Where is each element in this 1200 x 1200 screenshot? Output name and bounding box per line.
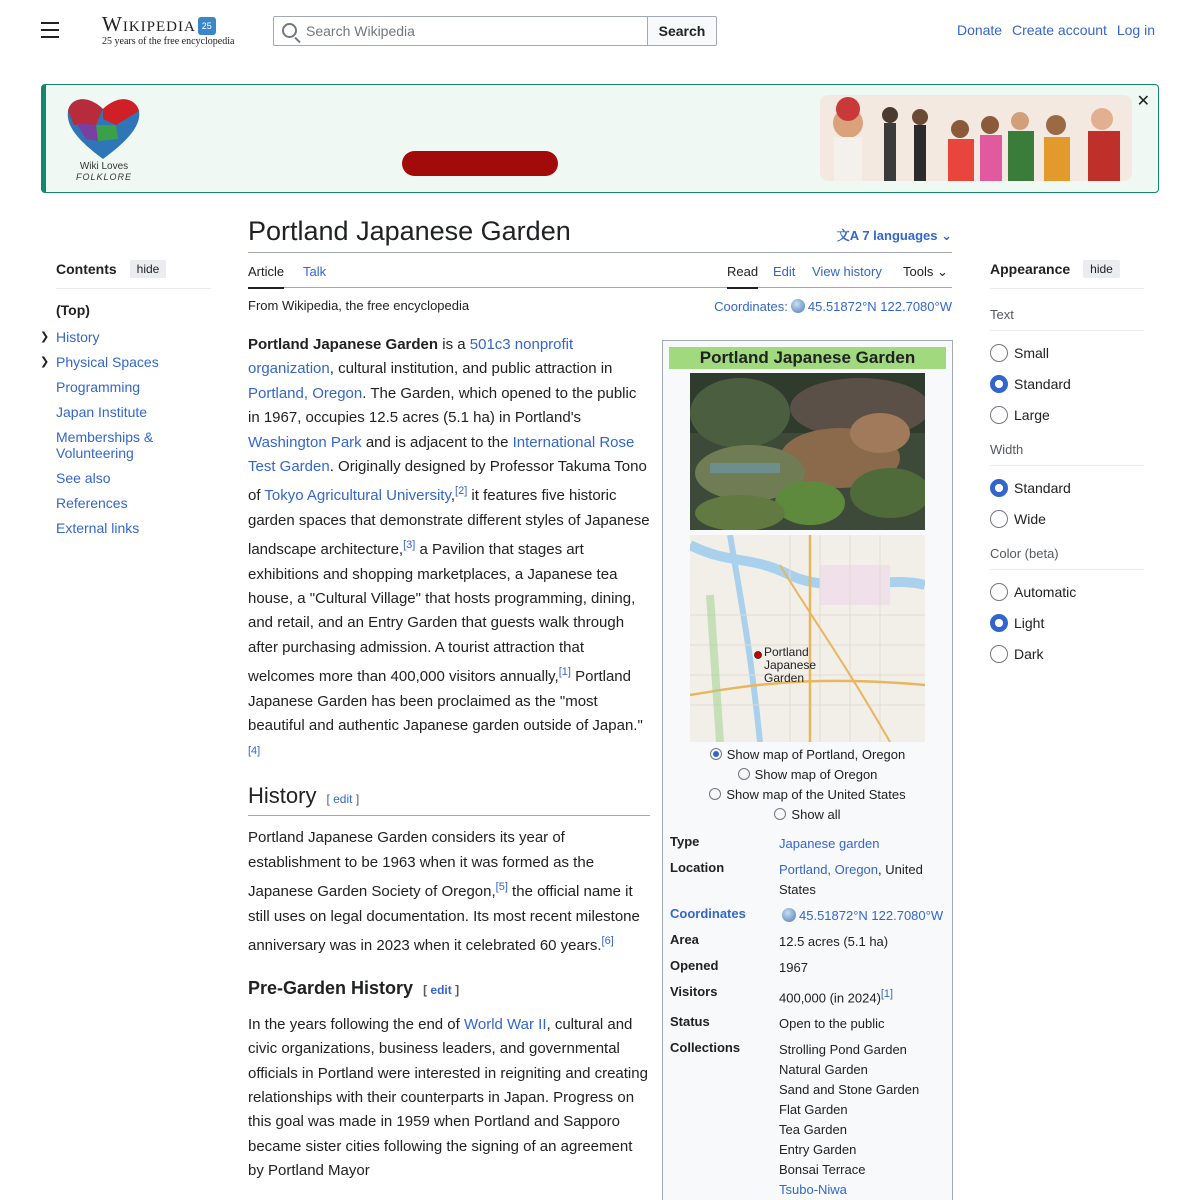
appearance-panel (990, 260, 1144, 663)
appearance-hide-button[interactable]: hide (1083, 260, 1120, 278)
citation-link[interactable]: [5] (495, 881, 508, 894)
toc-item-references[interactable] (56, 495, 211, 511)
radio-icon[interactable] (990, 406, 1008, 424)
location-link[interactable]: Portland, Oregon (779, 862, 879, 877)
radio-icon[interactable] (990, 645, 1008, 663)
infobox-row (669, 929, 946, 955)
option-label: Standard (1014, 376, 1071, 392)
toc-item-memberships[interactable] (56, 429, 211, 461)
tab-view-history[interactable]: View history (812, 264, 882, 279)
row-label: Opened (670, 958, 719, 973)
wikipedia-logo[interactable] (102, 12, 237, 47)
text-size-label: Text (990, 307, 1144, 331)
garden-photo[interactable] (690, 373, 925, 530)
appearance-heading: Appearance (990, 261, 1071, 277)
nonprofit-link[interactable]: 501c3 nonprofit organization (248, 336, 574, 378)
globe-icon[interactable] (782, 908, 796, 922)
edit-link[interactable]: edit (333, 791, 353, 806)
page-tabs (248, 262, 952, 288)
row-label: Location (670, 860, 725, 875)
infobox (662, 340, 953, 1200)
translate-icon: 文A (836, 228, 859, 243)
text: , (450, 487, 456, 505)
collection-item: Flat Garden (779, 1102, 848, 1118)
create-account-link[interactable]: Create account (1012, 22, 1107, 38)
radio-icon[interactable] (990, 479, 1008, 497)
world-war-ii-link[interactable]: World War II (463, 1015, 547, 1033)
globe-icon[interactable] (791, 299, 805, 313)
site-subtitle: From Wikipedia, the free encyclopedia (248, 298, 470, 313)
search-icon (282, 23, 297, 38)
citation-link[interactable]: [1] (558, 666, 571, 679)
infobox-row (669, 1011, 946, 1037)
map-label-line2: Japanese (764, 658, 817, 672)
edit-link[interactable]: edit (430, 983, 452, 998)
donate-link[interactable]: Donate (956, 22, 1003, 38)
tab-edit[interactable]: Edit (773, 264, 796, 279)
text: Portland Japanese Garden considers its year of establishment to be 1963 when it was formed as the Japanese Garden Society of Oregon, (248, 829, 595, 901)
radio-icon[interactable] (990, 510, 1008, 528)
color-option-dark[interactable] (990, 645, 1144, 663)
banner-logo-line1: Wiki Loves (79, 161, 129, 172)
toc-item-label[interactable]: Japan Institute (56, 404, 148, 420)
banner-logo-line2: FOLKLORE (75, 172, 132, 182)
row-value: Open to the public (779, 1016, 885, 1032)
toc-item-see-also[interactable] (56, 470, 211, 486)
color-label: Color (beta) (990, 546, 1144, 570)
rose-test-garden-link[interactable]: International Rose Test Garden (248, 433, 635, 476)
option-label: Automatic (1014, 584, 1077, 600)
width-option-standard[interactable] (990, 479, 1144, 497)
text: . Originally designed by Professor Takuma Tono of (248, 458, 647, 505)
citation-link[interactable]: [4] (248, 744, 261, 757)
intro-paragraph (248, 333, 650, 768)
campaign-banner (41, 84, 1159, 193)
text: a Pavilion that stages art exhibitions and shopping marketplaces, a Japanese tea house, a "Cultural Village" that hosts programming, dining, and retail, and an Entry Garden that guests walk through after purchasing admission. A tourist attraction that welcomes more than 400,000 visitors annually, (248, 541, 636, 686)
search-input[interactable] (306, 21, 636, 41)
toc-list (40, 302, 211, 536)
toc-item-label[interactable]: History (56, 329, 100, 345)
coordinates-link[interactable]: 45.51872°N 122.7080°W (799, 908, 944, 923)
option-label: Dark (1014, 646, 1044, 662)
pre-garden-heading (248, 976, 650, 1002)
map-option-label: Show map of the United States (726, 787, 906, 802)
text: the official name it still uses on legal documentation. Its most recent milestone anniversary was in 2023 when it celebrated 60 years. (248, 883, 640, 954)
tab-talk[interactable]: Talk (303, 264, 327, 279)
map-option-portland[interactable] (669, 745, 946, 765)
toc-item-label[interactable]: Programming (56, 379, 141, 395)
toc-hide-button[interactable]: hide (130, 260, 167, 278)
toc-item-top[interactable]: (Top) (56, 302, 90, 318)
map-option-oregon[interactable] (669, 765, 946, 785)
infobox-row (669, 857, 946, 903)
toc-item-label[interactable]: References (56, 495, 128, 511)
radio-icon[interactable] (990, 583, 1008, 601)
color-option-automatic[interactable] (990, 583, 1144, 601)
radio-icon[interactable] (990, 344, 1008, 362)
infobox-row (669, 981, 946, 1011)
infobox-row (669, 903, 946, 929)
history-heading-text: History (248, 782, 317, 808)
portland-link[interactable]: Portland, Oregon (248, 384, 363, 402)
radio-icon[interactable] (738, 768, 750, 780)
search-button[interactable]: Search (647, 16, 717, 46)
collection-item: Entry Garden (779, 1142, 857, 1158)
text: . The Garden, which opened to the public in 1967, occupies 12.5 acres (5.1 ha) in Portland's (248, 384, 637, 427)
chevron-right-icon[interactable]: ❯ (40, 356, 50, 368)
toc-item-label[interactable]: Memberships & Volunteering (56, 429, 154, 461)
toc-item-history[interactable] (40, 329, 211, 345)
logo-tagline: 25 years of the free encyclopedia (102, 36, 235, 47)
toc-item-japan-institute[interactable] (56, 404, 211, 420)
row-value: 400,000 (in 2024) (779, 990, 881, 1006)
map-label-line3: Garden (764, 671, 805, 685)
citation-link[interactable]: [6] (601, 934, 614, 947)
history-heading (248, 784, 650, 816)
radio-icon[interactable] (990, 375, 1008, 393)
history-edit-link[interactable]: [ edit ] (326, 791, 360, 806)
citation-link[interactable]: [3] (403, 539, 416, 552)
toc-header (56, 260, 211, 289)
text: , cultural and civic organizations, business leaders, and governmental officials in Portland were interested in reigniting and creating relationships with their counterparts in Japan. Progress on this goal was made in 1959 when Portland and Sapporo became sister cities following the signing of an agreement by Portland Mayor (248, 1015, 648, 1180)
intro-bold-title: Portland Japanese Garden (248, 336, 439, 353)
location-rest: , United States (779, 862, 923, 897)
map-option-all[interactable] (669, 805, 946, 825)
row-label: Area (670, 932, 699, 947)
row-value: 12.5 acres (5.1 ha) (779, 934, 889, 949)
radio-icon[interactable] (774, 808, 786, 820)
toc-item-label[interactable]: External links (56, 520, 140, 536)
folklore-people-image (820, 95, 1132, 181)
infobox-title: Portland Japanese Garden (669, 347, 946, 369)
main-menu-button[interactable] (41, 22, 59, 38)
collection-item: Tea Garden (779, 1122, 847, 1138)
infobox-row (669, 831, 946, 857)
citation-link[interactable]: [2] (455, 485, 468, 498)
toc-item-label[interactable]: See also (56, 470, 111, 486)
banner-cta-button[interactable] (402, 151, 558, 176)
tools-label: Tools (903, 264, 934, 279)
language-button[interactable] (837, 225, 952, 244)
row-label: Status (670, 1014, 710, 1030)
option-label: Wide (1014, 511, 1046, 527)
map-option-label: Show map of Oregon (754, 767, 878, 782)
pre-garden-heading-text: Pre-Garden History (248, 978, 414, 999)
map-label-line1: Portland (764, 645, 809, 659)
page-title: Portland Japanese Garden (248, 216, 571, 246)
option-label: Light (1014, 615, 1045, 631)
coordinates-link[interactable]: 45.51872°N 122.7080°W (807, 299, 952, 314)
collection-item: Strolling Pond Garden (779, 1042, 907, 1058)
infobox-row (669, 1037, 946, 1200)
text: In the years following the end of (248, 1015, 464, 1033)
option-label: Small (1014, 345, 1050, 361)
login-link[interactable]: Log in (1116, 22, 1155, 38)
toc-item-programming[interactable] (56, 379, 211, 395)
title-divider (248, 252, 952, 253)
tab-read[interactable]: Read (727, 264, 758, 289)
text: , cultural institution, and public attraction in (329, 360, 613, 378)
tsubo-niwa-link[interactable]: Tsubo-Niwa (779, 1182, 847, 1198)
color-option-light[interactable] (990, 614, 1144, 632)
text: is a (438, 336, 470, 353)
text-option-large[interactable] (990, 406, 1144, 424)
pre-garden-edit-link[interactable]: [ edit ] (423, 983, 460, 998)
row-value: 1967 (779, 960, 808, 975)
row-label: Visitors (670, 984, 718, 999)
collection-item: Bonsai Terrace (779, 1162, 866, 1178)
chevron-down-icon: ⌄ (941, 228, 952, 243)
search-box (273, 16, 648, 46)
map-option-us[interactable] (669, 785, 946, 805)
banner-logo-text (74, 161, 134, 182)
row-label: Collections (670, 1040, 741, 1056)
map-radio-group (669, 745, 946, 825)
text: and is adjacent to the (361, 433, 513, 451)
toc-item-external-links[interactable] (56, 520, 211, 536)
logo-wordmark: Wikipedia (102, 12, 196, 36)
width-label: Width (990, 442, 1144, 466)
toc-heading: Contents (56, 261, 117, 277)
text-option-standard[interactable] (990, 375, 1144, 393)
coordinates-header: Coordinates: 45.51872°N 122.7080°W (714, 299, 952, 314)
infobox-table (669, 831, 946, 1200)
puzzle-badge-icon: 25 (198, 17, 216, 35)
table-of-contents (40, 260, 211, 545)
washington-park-link[interactable]: Washington Park (248, 433, 362, 451)
chevron-down-icon: ⌄ (936, 264, 948, 279)
coordinates-label-link[interactable]: Coordinates (714, 299, 785, 314)
type-link[interactable]: Japanese garden (779, 836, 880, 851)
text: it features five historic garden spaces that demonstrate different styles of Japanese landscape architecture, (248, 487, 650, 559)
history-paragraph (248, 826, 650, 958)
article-body (248, 333, 650, 1198)
banner-close-icon[interactable]: ✕ (1136, 93, 1150, 110)
width-option-wide[interactable] (990, 510, 1144, 528)
pre-garden-paragraph (248, 1013, 650, 1184)
tools-menu[interactable] (903, 264, 948, 288)
collection-item: Natural Garden (779, 1062, 868, 1078)
language-count: 7 languages (862, 228, 938, 243)
option-label: Standard (1014, 480, 1071, 496)
coordinates-label-link[interactable]: Coordinates (670, 906, 746, 921)
infobox-row (669, 955, 946, 981)
citation-link[interactable]: [1] (880, 988, 893, 1000)
location-map[interactable] (690, 535, 925, 742)
radio-icon[interactable] (990, 614, 1008, 632)
radio-icon[interactable] (710, 748, 722, 760)
text-option-small[interactable] (990, 344, 1144, 362)
row-label: Type (670, 834, 700, 849)
wiki-loves-folklore-heart-icon (66, 95, 141, 161)
user-links (951, 22, 1155, 38)
toc-item-label[interactable]: Physical Spaces (56, 354, 159, 370)
radio-icon[interactable] (709, 788, 721, 800)
tab-article[interactable]: Article (248, 264, 284, 289)
text: Portland Japanese Garden has been proclaimed as the "most beautiful and authentic Japanese garden outside of Japan." (248, 668, 643, 735)
appearance-header (990, 260, 1144, 289)
chevron-right-icon[interactable]: ❯ (40, 331, 50, 343)
toc-item-physical-spaces[interactable] (40, 354, 211, 370)
map-option-label: Show map of Portland, Oregon (726, 747, 906, 762)
option-label: Large (1014, 407, 1050, 423)
map-option-label: Show all (791, 807, 841, 822)
tokyo-agricultural-university-link[interactable]: Tokyo Agricultural University (264, 487, 451, 505)
collection-item: Sand and Stone Garden (779, 1082, 920, 1098)
